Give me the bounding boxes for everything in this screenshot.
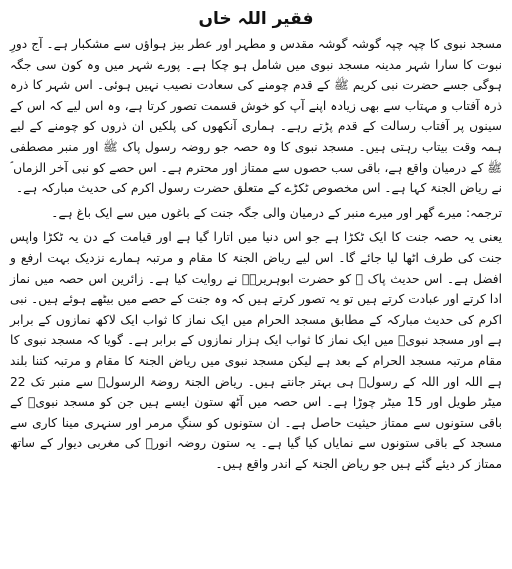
article-paragraph-intro: مسجد نبوی کا چپہ چپہ گوشہ گوشہ مقدس و مطہر اور عطر بیز ہواؤں سے مشکبار ہے۔ آج دورِ نبوت کا سارا شہر مدینہ مسجد نبوی میں شامل ہو چکا ہے۔ پورے شہر میں وہ کون سی جگہ ہوگی جسے حضرت نبی کریم ﷺ کے قدم چومنے کی سعادت نصیب نہیں ہوئی۔ اس شہر کا ذرہ ذرہ آفتاب و مہتاب سے بھی زیادہ اپنے آپ کو خوش قسمت تصور کرتا ہے، وہ اس لیے کہ اس کے سینوں پر آفتاب رسالت کے قدم پڑتے رہے۔ ہماری آنکھوں کی پلکیں ان ذروں کو چومنے کے لیے ہمہ وقت بیتاب رہتی ہیں۔ مسجد نبوی کا وہ حصہ جو روضہ رسول پاک ﷺ اور منبر مصطفی ﷺ کے درمیان واقع ہے، باقی سب حصوں سے ممتاز اور محترم ہے۔ اس حصے کو نبی آخر الزماں ؐ نے ریاض الجنۃ کہا ہے۔ اس مخصوص ٹکڑے کے متعلق حضرت رسول اکرم کی حدیث مبارکہ ہے۔ bbox=[10, 37, 502, 196]
article-paragraph-body: یعنی یہ حصہ جنت کا ایک ٹکڑا ہے جو اس دنیا میں اتارا گیا ہے اور قیامت کے دن یہ ٹکڑا واپس جنت کی طرف اٹھا لیا جائے گا۔ اس لیے ریاض الجنۃ کا مقام و مرتبہ ہمارے نزدیک بہت ارفع و افضل ہے۔ اس حدیث پاک ﷺ کو حضرت ابوہریرہؓ نے روایت کیا ہے۔ زائرین اس حصہ میں نماز ادا کرتے اور عبادت کرتے ہیں تو یہ تصور کرتے ہیں کہ وہ جنت کے حصے میں بیٹھے ہوئے ہیں۔ نبی اکرم کی حدیث مبارکہ کے مطابق مسجد الحرام میں ایک نماز کا ثواب ایک لاکھ نمازوں کے برابر ہے اور مسجد نبویؐ میں ایک نماز کا ثواب ایک ہزار نمازوں کے برابر ہے۔ گویا کہ مسجد نبوی کا مقام مرتبہ مسجد الحرام کے بعد ہے لیکن مسجد نبوی میں ریاض الجنۃ کا مقام و مرتبہ کتنا بلند ہے اللہ اور اللہ کے رسولؐ ہی بہتر جانتے ہیں۔ ریاض الجنۃ روضۃ الرسولؐ سے منبر تک 22 میٹر طویل اور 15 میٹر چوڑا ہے۔ اس حصہ میں آٹھ ستون ایسے ہیں جن کو مسجد نبویؐ کے باقی ستونوں سے ممتاز حیثیت حاصل ہے۔ ان ستونوں کو سنگِ مرمر اور سنہری مینا کاری سے مسجد کے باقی ستونوں سے نمایاں کیا گیا ہے۔ یہ ستون روضہ انورؐ کی مغربی دیوار کے ساتھ ممتاز کر دیئے گئے ہیں جو ریاض الجنۃ کے اندر واقع ہیں۔ bbox=[10, 230, 502, 471]
article-title: فقیر اللہ خاں bbox=[198, 9, 314, 29]
article-paragraph-translation: ترجمہ: میرے گھر اور میرے منبر کے درمیان والی جگہ جنت کے باغوں میں سے ایک باغ ہے۔ bbox=[51, 205, 502, 220]
